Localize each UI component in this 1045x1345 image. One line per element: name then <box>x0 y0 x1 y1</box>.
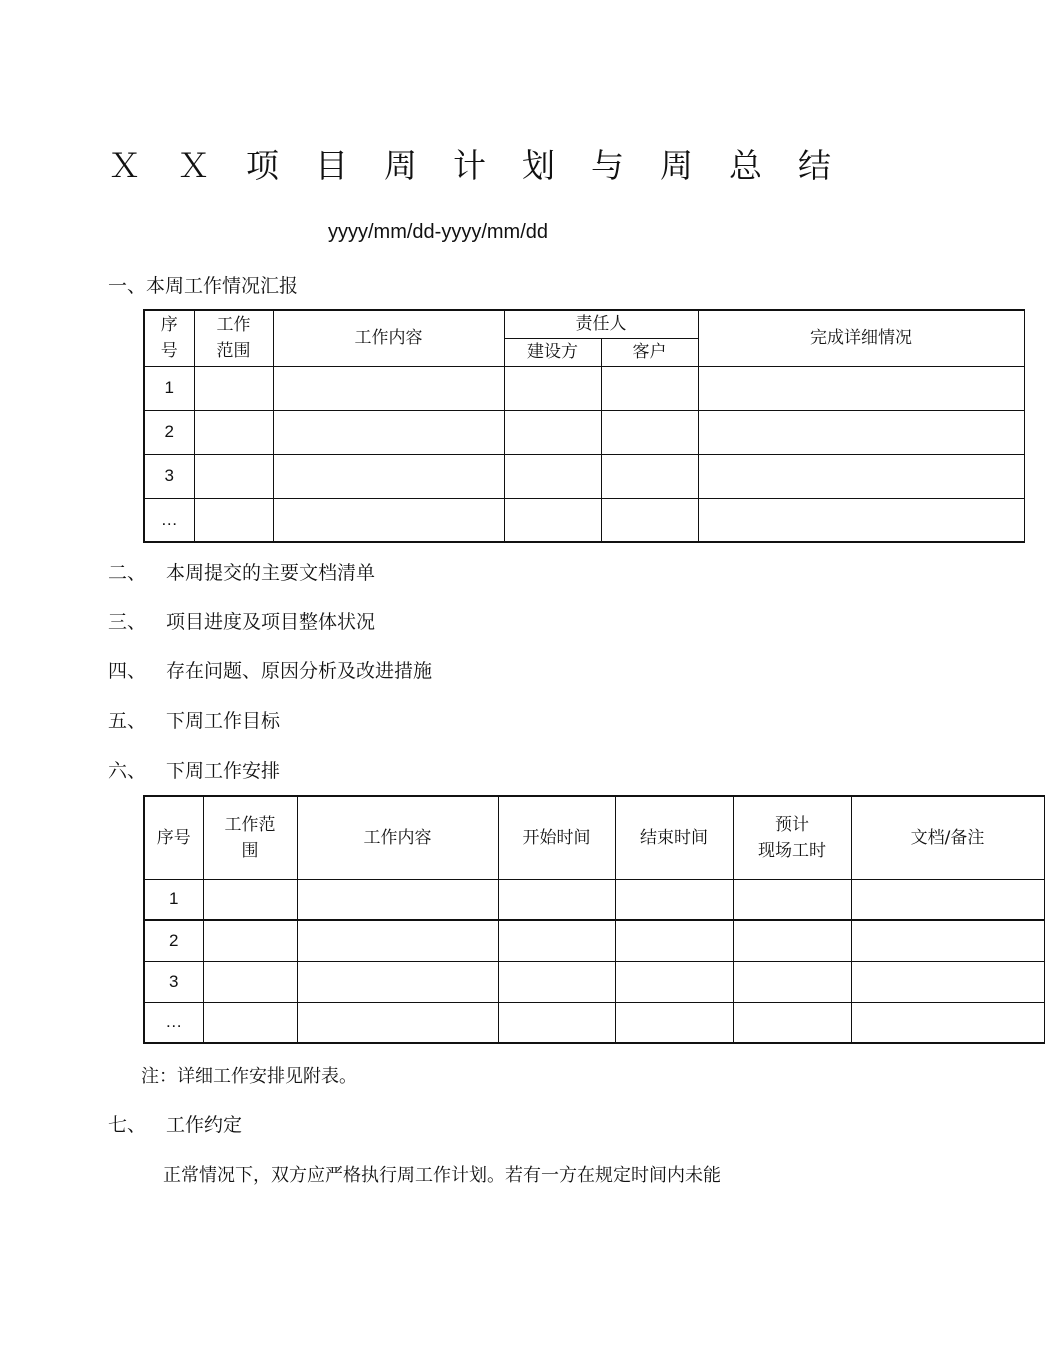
table-row <box>144 454 1024 498</box>
cell-content <box>297 961 498 1002</box>
row-number: 1 <box>144 879 203 920</box>
header-estimated-line1: 预计 <box>775 814 809 835</box>
cell-scope <box>203 1002 297 1043</box>
cell-scope <box>203 961 297 1002</box>
section-6-text: 下周工作安排 <box>166 760 281 782</box>
row-number: 3 <box>144 961 203 1002</box>
cell-content <box>273 498 504 542</box>
cell-builder <box>504 498 601 542</box>
table-row <box>144 410 1024 454</box>
header-content: 工作内容 <box>273 310 504 366</box>
header-detail: 完成详细情况 <box>698 310 1024 366</box>
date-range: yyyy/mm/dd-yyyy/mm/dd <box>328 221 549 243</box>
header-end-time: 结束时间 <box>615 796 733 879</box>
section-7-number: 七、 <box>108 1114 147 1136</box>
cell-builder <box>504 410 601 454</box>
section-3-heading <box>108 607 375 634</box>
row-number: 1 <box>144 366 194 410</box>
cell-hours <box>733 920 851 961</box>
cell-customer <box>601 454 698 498</box>
header-estimated-hours <box>733 796 851 879</box>
cell-end <box>615 920 733 961</box>
table-row <box>144 920 1044 961</box>
table1-viewport <box>143 309 950 545</box>
section-2-text: 本周提交的主要文档清单 <box>166 562 376 584</box>
cell-end <box>615 879 733 920</box>
section-5-text: 下周工作目标 <box>166 710 281 732</box>
table-row <box>144 366 1024 410</box>
document-title: ＸＸ项目周计划与周总结 <box>108 146 867 185</box>
cell-builder <box>504 454 601 498</box>
header-scope <box>194 310 273 366</box>
cell-end <box>615 961 733 1002</box>
cell-docs <box>851 920 1044 961</box>
cell-customer <box>601 498 698 542</box>
cell-end <box>615 1002 733 1043</box>
cell-start <box>498 1002 615 1043</box>
header-owner: 责任人 <box>504 310 698 338</box>
section-7-text: 工作约定 <box>166 1114 243 1136</box>
header-seq-line2: 号 <box>160 341 178 362</box>
cell-detail <box>698 498 1024 542</box>
cell-scope <box>194 410 273 454</box>
cell-scope <box>194 498 273 542</box>
section-3-text: 项目进度及项目整体状况 <box>166 611 376 633</box>
section-1-heading: 一、本周工作情况汇报 <box>108 275 299 297</box>
section-4-heading <box>108 656 432 683</box>
section-2-number: 二、 <box>108 562 147 584</box>
row-number: 2 <box>144 410 194 454</box>
row-number: … <box>144 498 194 542</box>
cell-scope <box>194 454 273 498</box>
header-scope-line1: 工作 <box>216 315 251 336</box>
cell-hours <box>733 879 851 920</box>
cell-detail <box>698 410 1024 454</box>
cell-customer <box>601 366 698 410</box>
cell-docs <box>851 879 1044 920</box>
header-estimated-line2: 现场工时 <box>758 840 826 861</box>
cell-docs <box>851 1002 1044 1043</box>
cell-content <box>273 454 504 498</box>
cell-content <box>297 1002 498 1043</box>
header-docs: 文档/备注 <box>851 796 1044 879</box>
section-3-number: 三、 <box>108 611 147 633</box>
header-scope-line2: 围 <box>241 840 259 861</box>
table2-viewport <box>143 795 985 1047</box>
section-4-text: 存在问题、原因分析及改进措施 <box>166 660 433 682</box>
header-seq: 序号 <box>144 796 203 879</box>
cell-content <box>273 366 504 410</box>
header-customer: 客户 <box>601 338 698 366</box>
section-6-number: 六、 <box>108 760 147 782</box>
section-2-heading <box>108 558 375 585</box>
header-scope-line1: 工作范 <box>224 814 276 835</box>
cell-content <box>273 410 504 454</box>
cell-content <box>297 920 498 961</box>
cell-hours <box>733 961 851 1002</box>
cell-detail <box>698 366 1024 410</box>
table-row <box>144 961 1044 1002</box>
cell-scope <box>203 920 297 961</box>
header-seq-line1: 序 <box>160 315 178 336</box>
header-builder: 建设方 <box>504 338 601 366</box>
section-5-heading <box>108 706 280 733</box>
cell-start <box>498 961 615 1002</box>
cell-content <box>297 879 498 920</box>
section-6-heading <box>108 756 280 783</box>
row-number: 2 <box>144 920 203 961</box>
cell-builder <box>504 366 601 410</box>
next-week-plan-table <box>143 795 1045 1044</box>
table-row <box>144 879 1044 920</box>
section-7-heading <box>108 1110 242 1137</box>
header-content: 工作内容 <box>297 796 498 879</box>
table-row <box>144 498 1024 542</box>
section-4-number: 四、 <box>108 660 147 682</box>
header-scope-line2: 范围 <box>216 341 251 362</box>
header-seq <box>144 310 194 366</box>
cell-start <box>498 920 615 961</box>
header-scope <box>203 796 297 879</box>
row-number: … <box>144 1002 203 1043</box>
cell-docs <box>851 961 1044 1002</box>
cell-scope <box>194 366 273 410</box>
table-row <box>144 1002 1044 1043</box>
cell-customer <box>601 410 698 454</box>
cell-scope <box>203 879 297 920</box>
agreement-paragraph: 正常情况下，双方应严格执行周工作计划。若有一方在规定时间内未能 <box>163 1165 721 1186</box>
header-start-time: 开始时间 <box>498 796 615 879</box>
section-5-number: 五、 <box>108 710 147 732</box>
schedule-note: 注：详细工作安排见附表。 <box>141 1066 357 1087</box>
cell-detail <box>698 454 1024 498</box>
cell-hours <box>733 1002 851 1043</box>
cell-start <box>498 879 615 920</box>
weekly-report-table <box>143 309 1025 543</box>
row-number: 3 <box>144 454 194 498</box>
